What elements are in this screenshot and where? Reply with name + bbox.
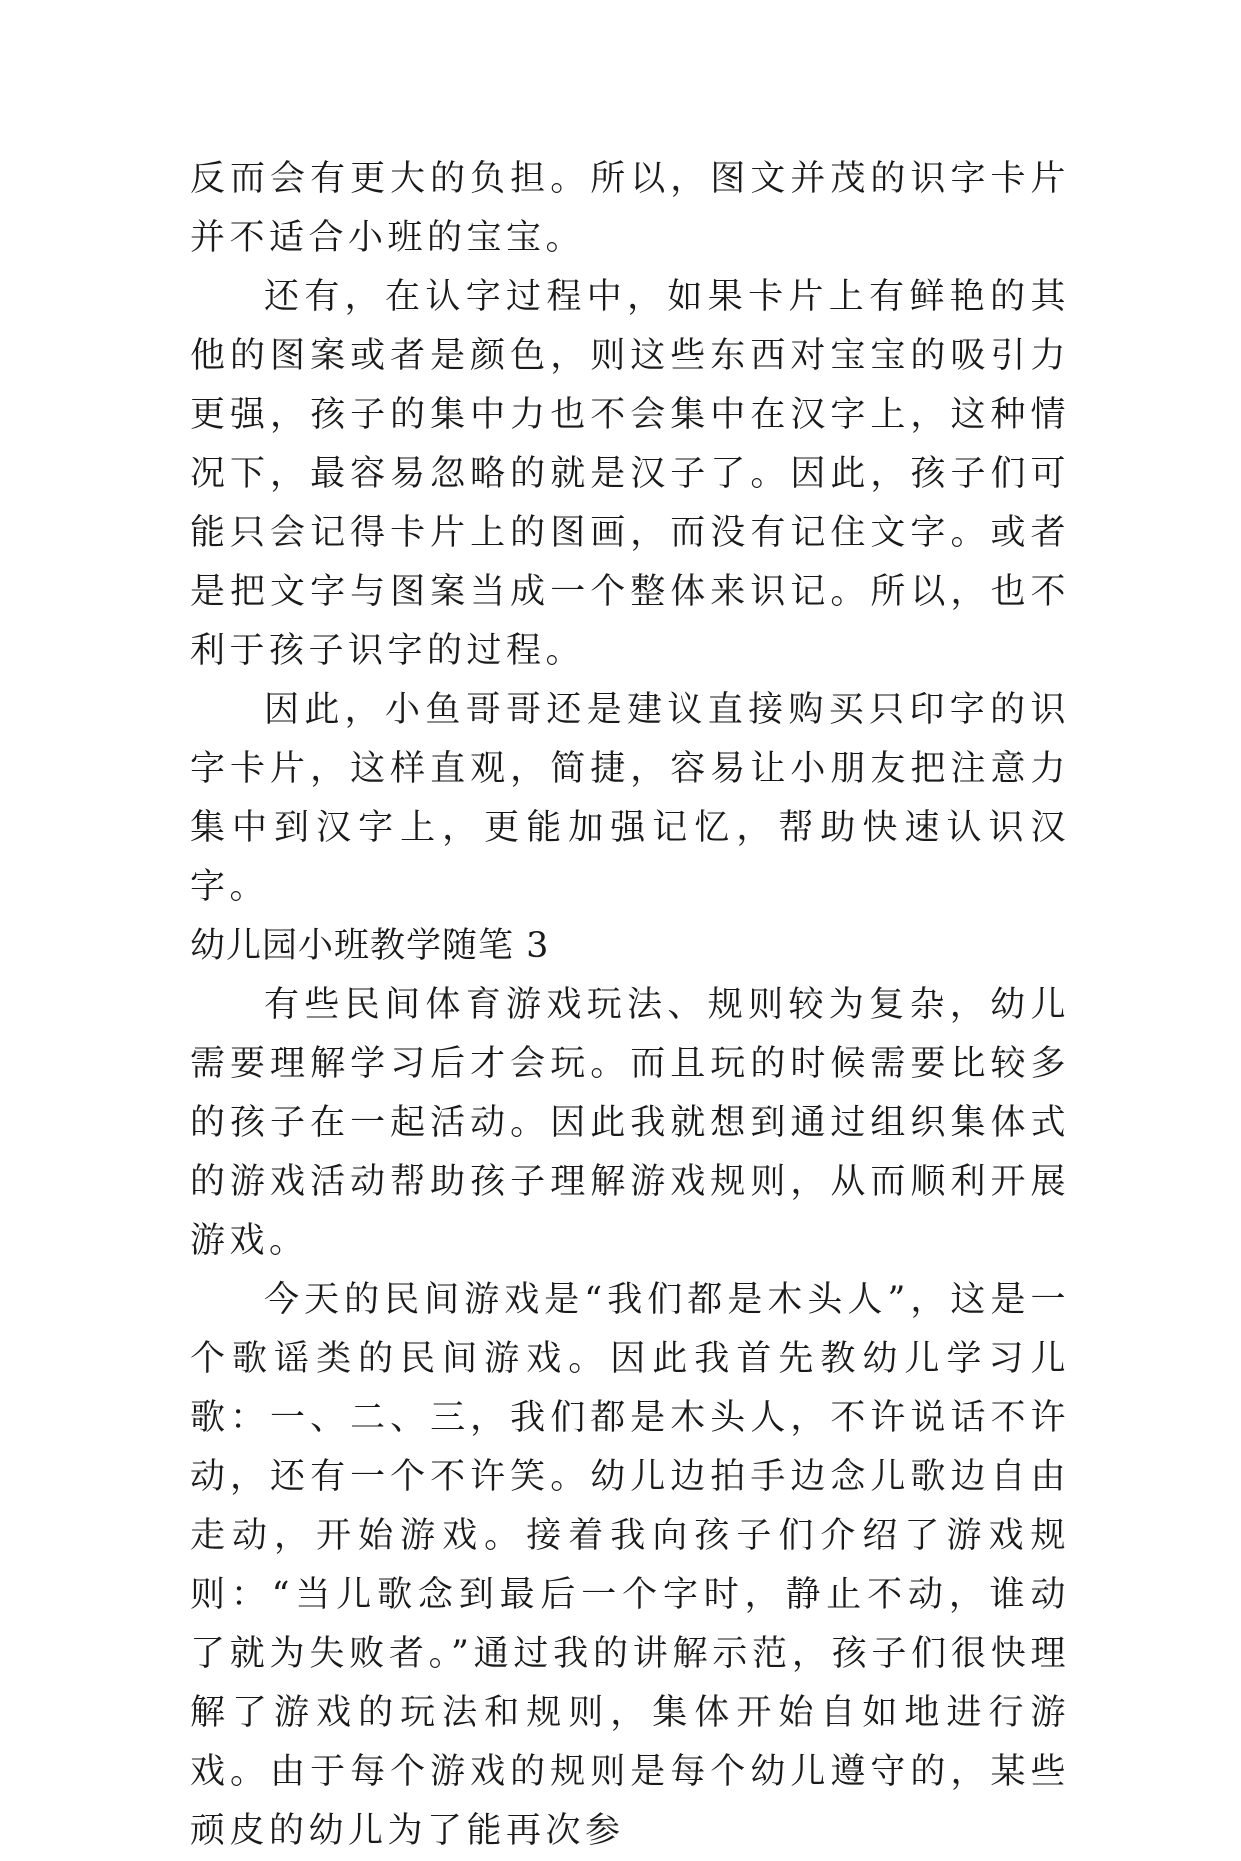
section-title: 幼儿园小班教学随笔 3 [190, 926, 550, 966]
paragraph-2: 还有，在认字过程中，如果卡片上有鲜艳的其他的图案或者是颜色，则这些东西对宝宝的吸引力更强，孩子的集中力也不会集中在汉字上，这种情况下，最容易忽略的就是汉子了。因此，孩子们可能只会记得卡片上的图画，而没有记住文字。或者是把文字与图案当成一个整体来识记。所以，也不利于孩子识字的过程。 [190, 277, 1070, 671]
paragraph-1: 反而会有更大的负担。所以，图文并茂的识字卡片并不适合小班的宝宝。 [190, 159, 1070, 258]
document-body [190, 150, 1070, 1861]
paragraph-3: 因此，小鱼哥哥还是建议直接购买只印字的识字卡片，这样直观，简捷，容易让小朋友把注意力集中到汉字上，更能加强记忆，帮助快速认识汉字。 [190, 690, 1070, 907]
paragraph-4: 有些民间体育游戏玩法、规则较为复杂，幼儿需要理解学习后才会玩。而且玩的时候需要比较多的孩子在一起活动。因此我就想到通过组织集体式的游戏活动帮助孩子理解游戏规则，从而顺利开展游戏。 [190, 985, 1070, 1261]
paragraph-5: 今天的民间游戏是“我们都是木头人”，这是一个歌谣类的民间游戏。因此我首先教幼儿学习儿歌：一、二、三，我们都是木头人，不许说话不许动，还有一个不许笑。幼儿边拍手边念儿歌边自由走动，开始游戏。接着我向孩子们介绍了游戏规则：“当儿歌念到最后一个字时，静止不动，谁动了就为失败者。”通过我的讲解示范，孩子们很快理解了游戏的玩法和规则，集体开始自如地进行游戏。由于每个游戏的规则是每个幼儿遵守的，某些顽皮的幼儿为了能再次参 [190, 1280, 1070, 1851]
